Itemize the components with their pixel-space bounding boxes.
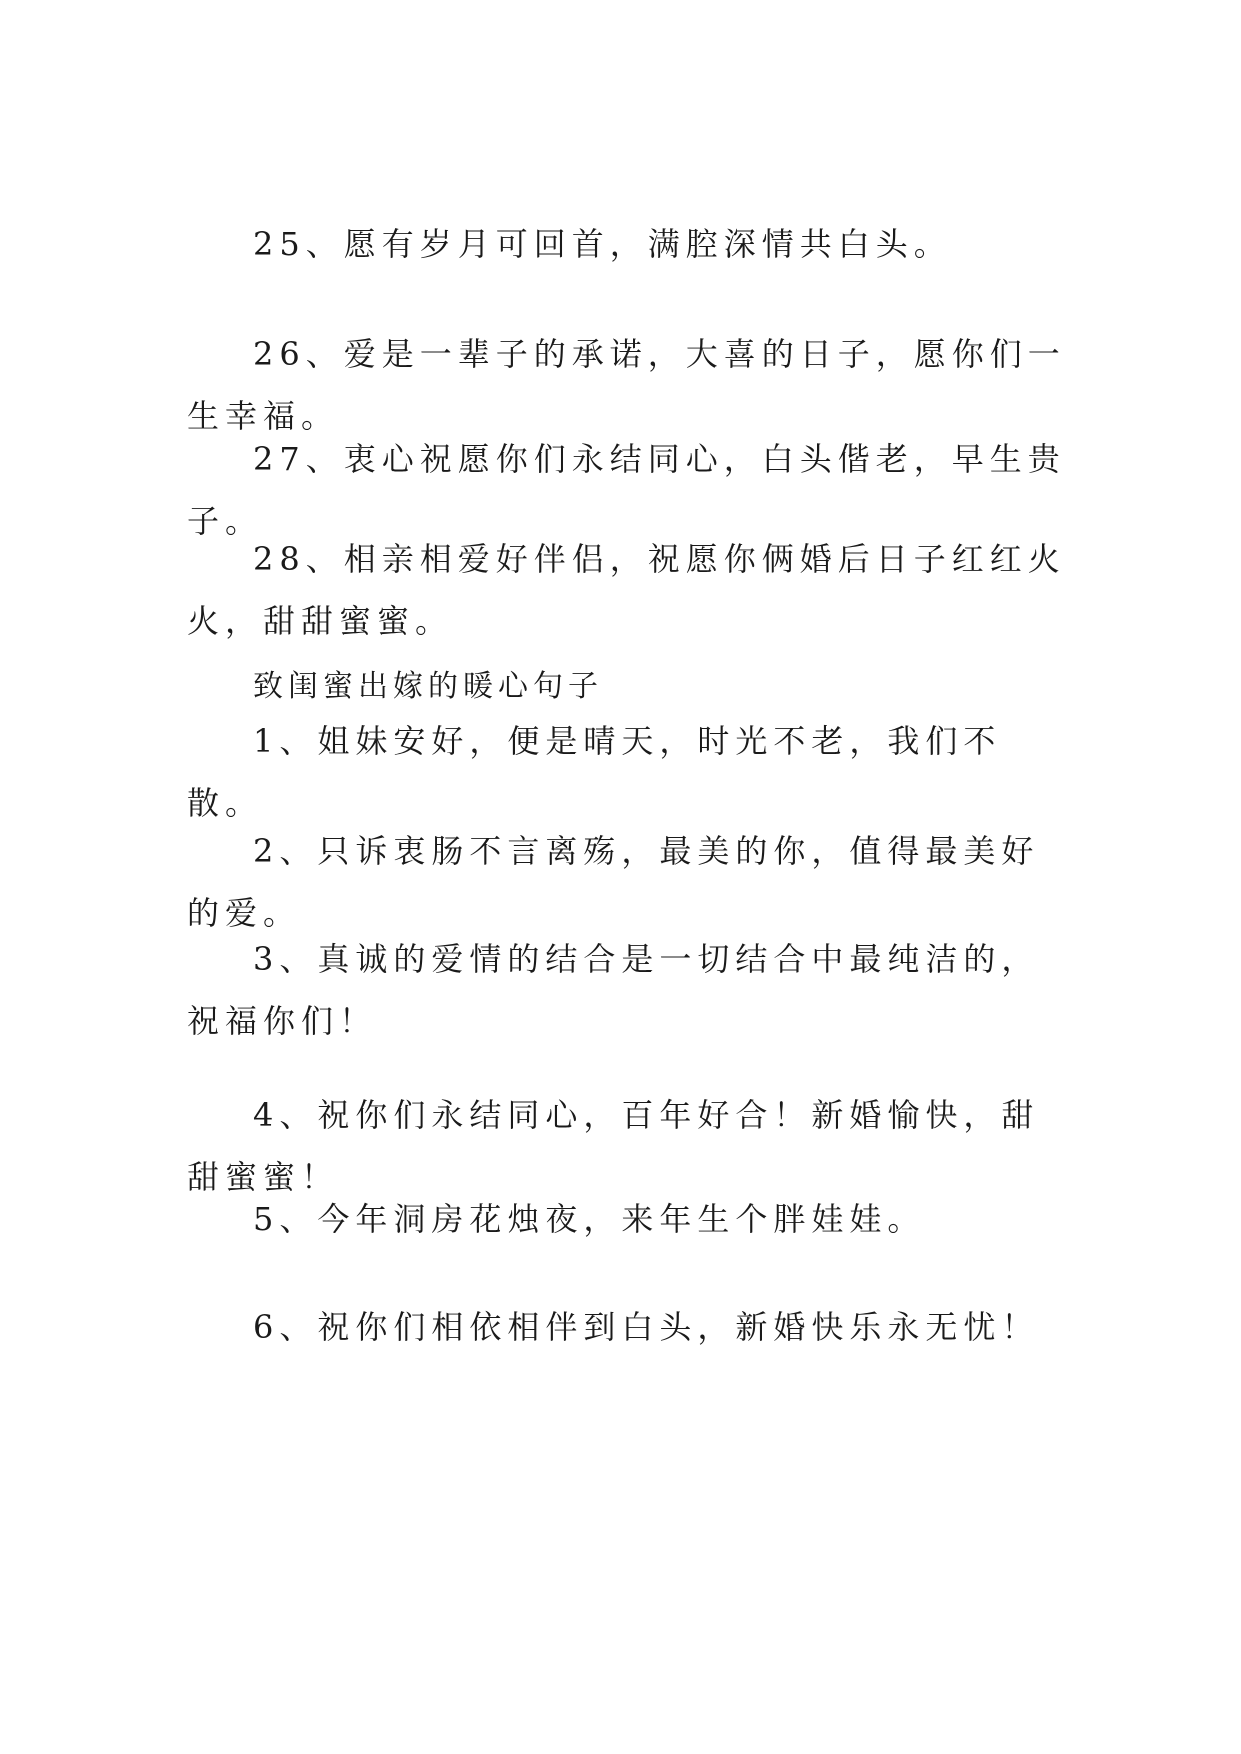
list-item-4: 4、祝你们永结同心，百年好合！新婚愉快，甜甜蜜蜜！ — [187, 1096, 1040, 1196]
paragraph-26: 26、爱是一辈子的承诺，大喜的日子，愿你们一生幸福。 — [187, 335, 1066, 435]
section-heading: 致闺蜜出嫁的暖心句子 — [253, 669, 603, 704]
paragraph-25: 25、愿有岁月可回首，满腔深情共白头。 — [253, 225, 952, 263]
list-item-2: 2、只诉衷肠不言离殇，最美的你，值得最美好的爱。 — [187, 832, 1040, 932]
list-item-5: 5、今年洞房花烛夜，来年生个胖娃娃。 — [253, 1200, 926, 1238]
paragraph-28: 28、相亲相爱好伴侣，祝愿你俩婚后日子红红火火，甜甜蜜蜜。 — [187, 540, 1066, 640]
list-item-1: 1、姐妹安好，便是晴天，时光不老，我们不散。 — [187, 722, 1002, 822]
list-item-3: 3、真诚的爱情的结合是一切结合中最纯洁的，祝福你们！ — [187, 940, 1040, 1040]
list-item-6: 6、祝你们相依相伴到白头，新婚快乐永无忧！ — [253, 1308, 1040, 1346]
paragraph-27: 27、衷心祝愿你们永结同心，白头偕老，早生贵子。 — [187, 440, 1066, 540]
